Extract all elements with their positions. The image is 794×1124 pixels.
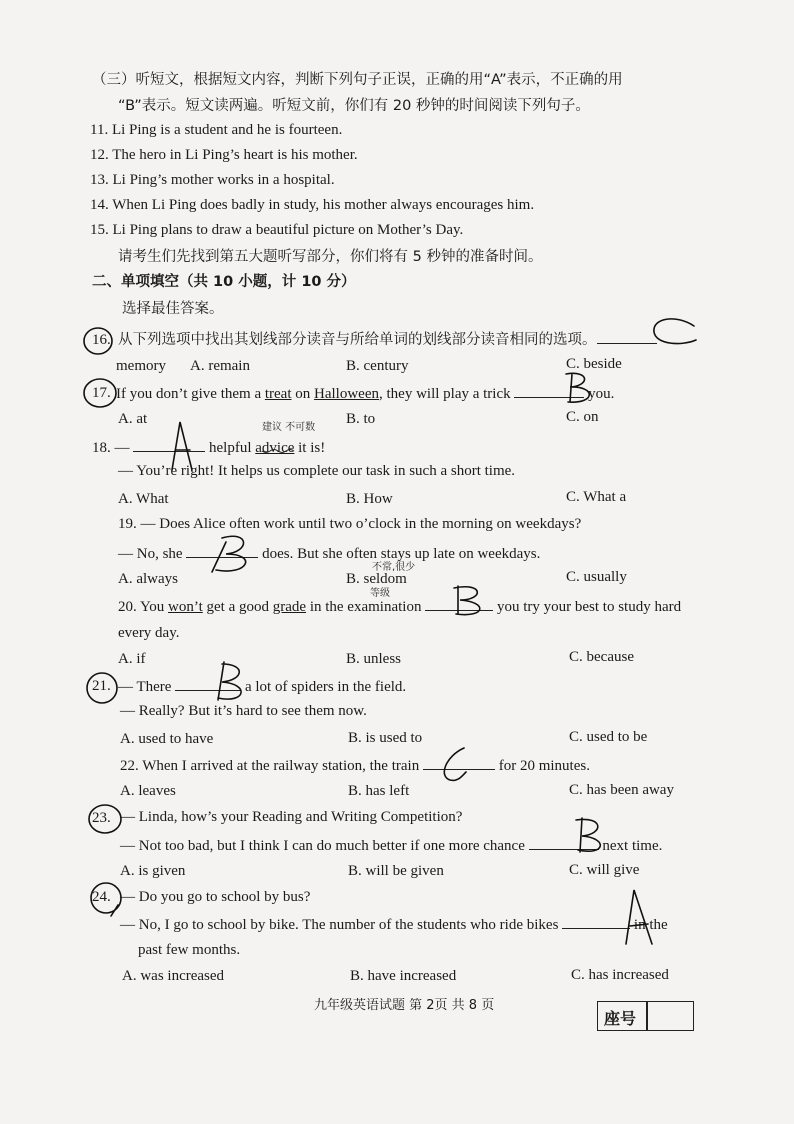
- question-23-option-a: A. is given: [120, 863, 186, 879]
- question-20-line2: every day.: [118, 625, 180, 641]
- question-21-number: 21.: [92, 678, 111, 694]
- prep-note: 请考生们先找到第五大题听写部分，你们将有 5 秒钟的准备时间。: [118, 249, 543, 265]
- question-16-stem: 从下列选项中找出其划线部分读音与所给单词的划线部分读音相同的选项。: [118, 329, 657, 349]
- question-16-option-b: B. century: [346, 358, 409, 374]
- question-22-option-b: B. has left: [348, 783, 410, 799]
- question-21-option-c: C. used to be: [569, 729, 648, 745]
- note-18: 建议 不可数: [262, 422, 316, 433]
- question-23-option-c: C. will give: [569, 862, 640, 878]
- question-23-number: 23.: [92, 810, 111, 826]
- question-20-line1: 20. You won’t get a good grade in the examination you try your best to study hard: [118, 596, 681, 616]
- question-23-line2: — Not too bad, but I think I can do much better if one more chance next time.: [120, 835, 662, 855]
- note-20: 等级: [370, 588, 390, 599]
- seat-number-box: [597, 1001, 694, 1031]
- question-19-option-b: B. seldom: [346, 571, 407, 587]
- question-20-option-a: A. if: [118, 651, 146, 667]
- question-17-number: 17.: [92, 385, 111, 401]
- question-22-option-c: C. has been away: [569, 782, 674, 798]
- question-19-line1: 19. — Does Alice often work until two o’clock in the morning on weekdays?: [118, 516, 582, 532]
- part2-instruction: 选择最佳答案。: [122, 301, 224, 317]
- question-18-reply: — You’re right! It helps us complete our task in such a short time.: [118, 463, 516, 479]
- note-19: 不常,很少: [372, 562, 416, 573]
- question-21-line1: — There a lot of spiders in the field.: [118, 676, 406, 696]
- question-19-option-c: C. usually: [566, 569, 627, 585]
- question-18-option-c: C. What a: [566, 489, 627, 505]
- question-23-line1: — Linda, how’s your Reading and Writing Competition?: [120, 809, 463, 825]
- question-21-option-b: B. is used to: [348, 730, 423, 746]
- question-16-word: memory: [116, 358, 166, 374]
- question-24-option-a: A. was increased: [122, 968, 225, 984]
- question-24-option-b: B. have increased: [350, 968, 457, 984]
- question-18-line1: 18. — helpful advice it is!: [92, 437, 325, 457]
- question-21-option-a: A. used to have: [120, 731, 214, 747]
- question-19-line2: — No, she does. But she often stays up late on weekdays.: [118, 543, 540, 563]
- question-16-number: 16.: [92, 332, 111, 348]
- question-24-line1: — Do you go to school by bus?: [120, 889, 311, 905]
- statement-15: 15. Li Ping plans to draw a beautiful picture on Mother’s Day.: [90, 222, 464, 238]
- section3-instruction-line2: “B”表示。短文读两遍。听短文前，你们有 20 秒钟的时间阅读下列句子。: [118, 98, 590, 114]
- question-17-option-c: C. on: [566, 409, 599, 425]
- question-18-option-b: B. How: [346, 491, 393, 507]
- question-17-sentence: If you don’t give them a treat on Halloween, they will play a trick you.: [116, 383, 614, 403]
- question-24-number: 24.: [92, 889, 111, 905]
- statement-13: 13. Li Ping’s mother works in a hospital.: [90, 172, 335, 188]
- statement-14: 14. When Li Ping does badly in study, his mother always encourages him.: [90, 197, 535, 213]
- question-22-option-a: A. leaves: [120, 783, 176, 799]
- statement-11: 11. Li Ping is a student and he is fourteen.: [90, 122, 343, 138]
- question-23-option-b: B. will be given: [348, 863, 444, 879]
- question-17-option-b: B. to: [346, 411, 376, 427]
- part2-heading: 二、单项填空（共 10 小题，计 10 分）: [92, 274, 356, 290]
- answer-16-mark: [654, 319, 696, 344]
- statement-12: 12. The hero in Li Ping’s heart is his mother.: [90, 147, 358, 163]
- question-24-line3: past few months.: [138, 942, 241, 958]
- question-19-option-a: A. always: [118, 571, 178, 587]
- question-24-line2: — No, I go to school by bike. The number of the students who ride bikes in the: [120, 914, 668, 934]
- question-17-option-a: A. at: [118, 411, 148, 427]
- question-18-option-a: A. What: [118, 491, 169, 507]
- question-21-reply: — Really? But it’s hard to see them now.: [120, 703, 367, 719]
- question-16-option-a: A. remain: [190, 358, 250, 374]
- seat-number-label: 座号: [604, 1009, 637, 1028]
- question-20-option-b: B. unless: [346, 651, 402, 667]
- section3-instruction-line1: （三）听短文，根据短文内容，判断下列句子正误，正确的用“A”表示，不正确的用: [92, 72, 623, 88]
- question-22-line1: 22. When I arrived at the railway station, the train for 20 minutes.: [120, 755, 590, 775]
- question-20-option-c: C. because: [569, 649, 634, 665]
- question-16-option-c: C. beside: [566, 356, 622, 372]
- question-24-option-c: C. has increased: [571, 967, 669, 983]
- page-footer: 九年级英语试题 第 2页 共 8 页: [314, 998, 495, 1013]
